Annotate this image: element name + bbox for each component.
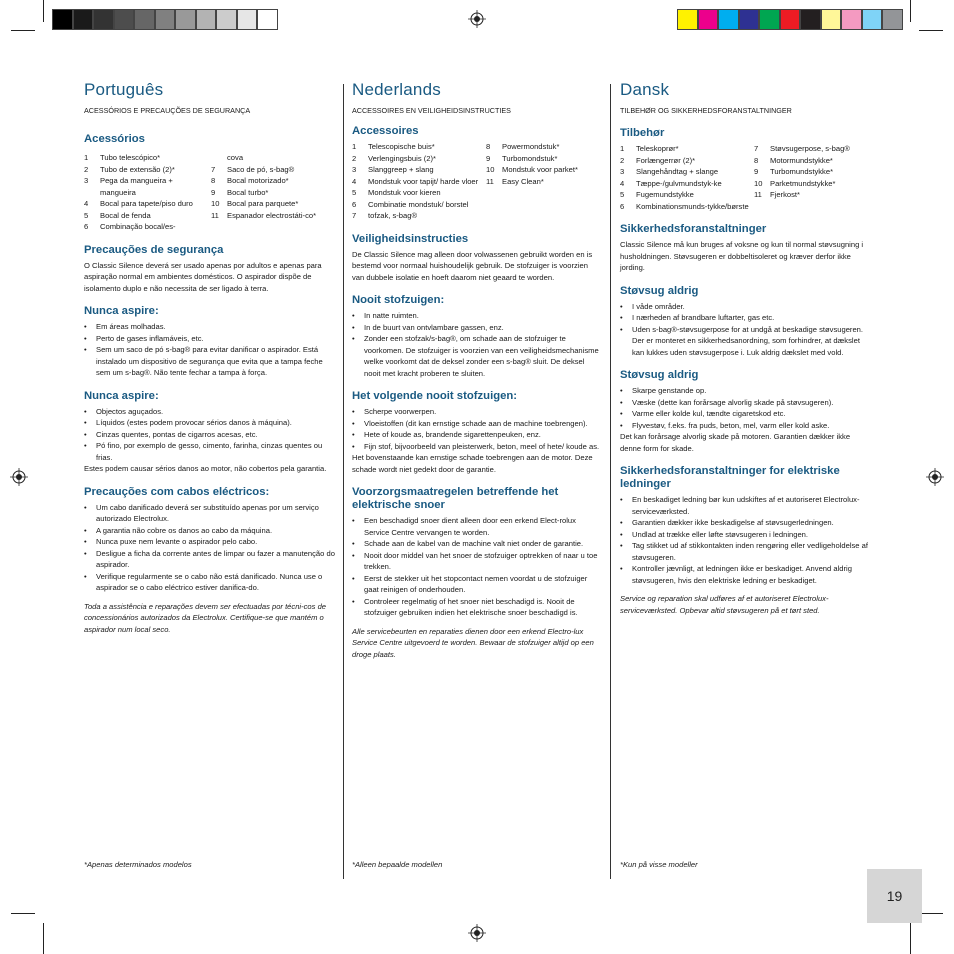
list-item: • I nærheden af brandbare luftarter, gas etc.	[620, 312, 870, 324]
part-number: 4	[352, 176, 357, 186]
part-item	[84, 221, 209, 233]
color-swatch	[52, 9, 73, 30]
part-label: Teleskoprør*	[636, 144, 679, 153]
never-vacuum-heading: Nooit stofzuigen:	[352, 294, 445, 306]
part-number: 6	[620, 201, 625, 211]
part-number: 10	[754, 178, 763, 188]
list-item: • Nunca puxe nem levante o aspirador pelo cabo.	[84, 536, 336, 548]
color-swatch	[841, 9, 862, 30]
part-item	[352, 176, 486, 188]
service-note: Service og reparation skal udføres af et autoriseret Electrolux-serviceværksted. Opbevar altid støvsugeren på et tørt sted.	[620, 594, 829, 615]
never-vacuum-heading-2: Støvsug aldrig	[620, 369, 699, 381]
part-item	[84, 198, 209, 210]
safety-text: De Classic Silence mag alleen door volwassenen gebruikt worden en is bestemd voor normaal huishoudelijk gebruik. De stofzuiger is voorzien van dubbele isolatie en hoeft daarom niet geaard te worden.	[352, 249, 593, 282]
registration-mark-icon	[926, 468, 944, 486]
never-vacuum-heading-2: Nunca aspire:	[84, 389, 159, 402]
list-item: • Eerst de stekker uit het stopcontact nemen voordat u de stofzuiger gaat reinigen of onderhouden.	[352, 573, 602, 596]
part-number: 8	[211, 176, 216, 185]
color-swatch	[677, 9, 698, 30]
list-item: • En beskadiget ledning bør kun udskiftes af et autoriseret Electrolux-serviceværksted.	[620, 494, 870, 517]
part-number: 7	[352, 211, 357, 220]
part-item	[486, 164, 602, 176]
part-label: Turbomondstuk*	[502, 153, 558, 163]
part-label: Bocal motorizado*	[227, 176, 289, 185]
never-vacuum-list	[620, 301, 870, 359]
language-title: Nederlands	[352, 80, 441, 99]
part-item	[352, 187, 486, 199]
color-swatch	[114, 9, 135, 30]
part-item	[352, 164, 486, 176]
part-number: 10	[211, 199, 220, 208]
parts-list-right	[486, 141, 602, 222]
list-item: • Fijn stof, bijvoorbeeld van pleisterwerk, beton, meel of hete/ koude as.	[352, 441, 602, 453]
part-label: Pega da mangueira + mangueira	[100, 176, 173, 197]
part-item	[620, 201, 754, 213]
part-label: Combinatie mondstuk/ borstel	[368, 199, 469, 209]
color-swatch	[739, 9, 760, 30]
part-number: 11	[211, 210, 219, 220]
list-item: • Uden s-bag®-støvsugerpose for at undgå at beskadige støvsugeren. Der er monteret en sikkerhedsanordning, som forhindrer, at dækslet kan lukkes uden støvsugerpose i. Luk aldrig dækslet med vold.	[620, 324, 870, 359]
crop-mark	[11, 913, 35, 914]
part-label: cova	[227, 153, 244, 162]
part-label: Fugemundstykke	[636, 190, 694, 199]
part-item	[620, 189, 754, 201]
color-swatch	[780, 9, 801, 30]
list-item: • Varme eller kolde kul, tændte cigaretskod etc.	[620, 408, 870, 420]
color-swatch	[800, 9, 821, 30]
part-label: Tubo de extensão (2)*	[100, 164, 175, 174]
list-item: • Een beschadigd snoer dient alleen door een erkend Elect-rolux Service Centre vervangen te worden.	[352, 515, 602, 538]
part-label: Espanador electrostáti-co*	[227, 210, 317, 220]
crop-mark	[910, 923, 911, 954]
part-number: 1	[84, 153, 89, 162]
part-label: Slangehåndtag + slange	[636, 167, 719, 176]
list-item: • Perto de gases inflamáveis, etc.	[84, 333, 336, 345]
column-divider	[343, 84, 344, 879]
list-item: • Zonder een stofzak/s-bag®, om schade aan de stofzuiger te voorkomen. De stofzuiger is voorzien van een veiligheidsmechanisme welke voorkomt dat de deksel zonder een s-bag® sluit. De deksel nooit met kracht proberen te sluiten.	[352, 333, 602, 379]
part-number: 5	[352, 188, 357, 197]
part-item	[486, 176, 602, 188]
list-item: • Desligue a ficha da corrente antes de limpar ou fazer a manutenção do aspirador.	[84, 548, 336, 571]
part-number: 3	[84, 176, 89, 185]
part-number: 2	[84, 164, 89, 174]
list-item: • Sem um saco de pó s-bag® para evitar danificar o aspirador. Está instalado um dispositivo de segurança que evita que a tampa feche sem um s-bag®. Não tente fechar a tampa à força.	[84, 344, 336, 379]
cable-list	[84, 502, 336, 594]
list-item: • Cinzas quentes, pontas de cigarros acesas, etc.	[84, 429, 336, 441]
list-item: • Um cabo danificado deverá ser substituído apenas por um serviço autorizado Electrolux.	[84, 502, 336, 525]
part-number: 2	[620, 155, 625, 165]
part-number: 6	[84, 222, 89, 231]
parts-list-left	[620, 143, 754, 212]
color-swatch	[216, 9, 237, 30]
list-item: • Hete of koude as, brandende sigarettenpeuken, enz.	[352, 429, 602, 441]
list-item: • Undlad at trække eller løfte støvsugeren i ledningen.	[620, 529, 870, 541]
part-label: Motormundstykke*	[770, 155, 833, 165]
part-label: tofzak, s-bag®	[368, 211, 418, 220]
part-item	[754, 143, 870, 155]
part-label: Easy Clean*	[502, 176, 544, 186]
list-item: • In de buurt van ontvlambare gassen, enz.	[352, 322, 602, 334]
crop-mark	[43, 923, 44, 954]
crop-mark	[919, 30, 943, 31]
part-number: 8	[754, 155, 759, 165]
part-label: Powermondstuk*	[502, 142, 560, 151]
part-item	[84, 210, 209, 222]
page-number: 19	[867, 869, 922, 923]
part-number: 8	[486, 142, 491, 151]
column-danish	[620, 80, 870, 616]
cable-list	[352, 515, 602, 619]
part-item	[754, 166, 870, 178]
service-note: Alle servicebeurten en reparaties dienen door een erkend Electro-lux Service Centre uitgevoerd te worden. Bewaar de stofzuiger altijd op een droge plaats.	[352, 626, 594, 659]
color-swatch	[821, 9, 842, 30]
color-swatch	[155, 9, 176, 30]
part-item	[754, 178, 870, 190]
list-item: • Controleer regelmatig of het snoer niet beschadigd is. Nooit de stofzuiger gebruiken indien het elektrische snoer beschadigd is.	[352, 596, 602, 619]
parts-list	[620, 143, 870, 212]
registration-mark-icon	[468, 924, 486, 942]
warranty-note: Estes podem causar sérios danos ao motor, não cobertos pela garantia.	[84, 464, 327, 473]
part-label: Saco de pó, s-bag®	[227, 164, 295, 174]
cable-heading: Sikkerhedsforanstaltninger for elektriske ledninger	[620, 465, 840, 490]
section-subtitle: TILBEHØR OG SIKKERHEDSFORANSTALTNINGER	[620, 106, 792, 115]
part-label: Turbomundstykke*	[770, 167, 834, 176]
part-item	[352, 153, 486, 165]
footnote: *Apenas determinados modelos	[84, 860, 192, 869]
part-label: Bocal turbo*	[227, 187, 269, 197]
part-item	[352, 210, 486, 222]
cable-heading: Voorzorgsmaatregelen betreffende het elektrische snoer	[352, 486, 559, 511]
column-divider	[610, 84, 611, 879]
part-item	[211, 198, 336, 210]
list-item: • Schade aan de kabel van de machine valt niet onder de garantie.	[352, 538, 602, 550]
never-vacuum-list-2	[352, 406, 602, 452]
crop-mark	[11, 30, 35, 31]
part-number: 9	[486, 153, 491, 163]
column-portuguese	[84, 80, 336, 635]
part-item	[620, 155, 754, 167]
list-item: • Væske (dette kan forårsage alvorlig skade på støvsugeren).	[620, 397, 870, 409]
list-item: • A garantia não cobre os danos ao cabo da máquina.	[84, 525, 336, 537]
list-item: • Vloeistoffen (dit kan ernstige schade aan de machine toebrengen).	[352, 418, 602, 430]
part-label: Mondstuk voor parket*	[502, 165, 578, 174]
color-swatch	[257, 9, 278, 30]
part-item	[486, 141, 602, 153]
list-item: • In natte ruimten.	[352, 310, 602, 322]
safety-heading: Precauções de segurança	[84, 243, 224, 256]
part-item	[620, 166, 754, 178]
part-item	[84, 152, 209, 164]
part-number: 3	[620, 167, 625, 176]
part-label: Tæppe-/gulvmundstyk-ke	[636, 178, 722, 188]
registration-mark-icon	[468, 10, 486, 28]
section-subtitle: ACCESSOIRES EN VEILIGHEIDSINSTRUCTIES	[352, 106, 511, 115]
list-item: • Garantien dækker ikke beskadigelse af støvsugerledningen.	[620, 517, 870, 529]
crop-mark	[43, 0, 44, 22]
part-label: Fjerkost*	[770, 190, 800, 199]
color-swatch	[196, 9, 217, 30]
part-label: Bocal para tapete/piso duro	[100, 199, 193, 208]
part-number: 11	[486, 176, 494, 186]
color-swatch	[698, 9, 719, 30]
footnote: *Kun på visse modeller	[620, 860, 698, 869]
part-label: Telescopische buis*	[368, 142, 435, 151]
accessories-heading: Accessoires	[352, 125, 419, 137]
never-vacuum-list	[352, 310, 602, 379]
list-item: • Objectos aguçados.	[84, 406, 336, 418]
part-item	[211, 187, 336, 199]
process-color-bar	[677, 9, 903, 30]
never-vacuum-heading-2: Het volgende nooit stofzuigen:	[352, 390, 518, 402]
never-vacuum-list-2	[84, 406, 336, 464]
part-number: 2	[352, 153, 357, 163]
parts-list	[352, 141, 602, 222]
color-swatch	[134, 9, 155, 30]
part-item	[754, 155, 870, 167]
never-vacuum-list	[84, 321, 336, 379]
never-vacuum-heading: Støvsug aldrig	[620, 284, 699, 297]
color-swatch	[237, 9, 258, 30]
parts-list	[84, 152, 336, 233]
part-number: 9	[754, 167, 759, 176]
section-subtitle: ACESSÓRIOS E PRECAUÇÕES DE SEGURANÇA	[84, 106, 251, 115]
part-item	[211, 175, 336, 187]
part-label: Støvsugerpose, s-bag®	[770, 144, 850, 153]
language-title: Português	[84, 80, 164, 99]
language-title: Dansk	[620, 80, 670, 99]
part-number: 11	[754, 190, 762, 199]
registration-mark-icon	[10, 468, 28, 486]
part-label: Forlængerrør (2)*	[636, 155, 696, 165]
safety-text: O Classic Silence deverá ser usado apenas por adultos e apenas para aspiração normal em ambientes domésticos. O aspirador dispõe de isolamento duplo e não necessita de ser ligado à terra.	[84, 260, 322, 293]
part-label: Mondstuk voor tapijt/ harde vloer	[368, 176, 479, 186]
parts-list-right	[754, 143, 870, 212]
part-number: 6	[352, 199, 357, 209]
part-number: 7	[211, 164, 216, 174]
part-number: 10	[486, 165, 495, 174]
footnote: *Alleen bepaalde modellen	[352, 860, 443, 869]
accessories-heading: Acessórios	[84, 133, 145, 145]
part-item	[620, 178, 754, 190]
never-vacuum-list-2	[620, 385, 870, 431]
part-label: Combinação bocal/es-	[100, 222, 176, 231]
list-item: • Kontroller jævnligt, at ledningen ikke er beskadiget. Anvend aldrig støvsugeren, hvis den elektriske ledning er beskadiget.	[620, 563, 870, 586]
part-item	[84, 175, 209, 198]
list-item: • Nooit door middel van het snoer de stofzuiger optrekken of naar u toe trekken.	[352, 550, 602, 573]
part-number: 9	[211, 187, 216, 197]
color-swatch	[718, 9, 739, 30]
part-item	[211, 152, 336, 164]
color-swatch	[93, 9, 114, 30]
list-item: • Scherpe voorwerpen.	[352, 406, 602, 418]
parts-list-left	[352, 141, 486, 222]
cable-heading: Precauções com cabos eléctricos:	[84, 485, 270, 498]
column-dutch	[352, 80, 602, 660]
part-number: 4	[620, 178, 625, 188]
warranty-note: Het bovenstaande kan ernstige schade toebrengen aan de motor. Deze schade wordt niet gedekt door de garantie.	[352, 453, 593, 474]
part-label: Slanggreep + slang	[368, 165, 434, 174]
color-swatch	[759, 9, 780, 30]
warranty-note: Det kan forårsage alvorlig skade på motoren. Garantien dækker ikke denne form for skade.	[620, 432, 851, 453]
cable-list	[620, 494, 870, 586]
part-item	[486, 153, 602, 165]
list-item: • I våde områder.	[620, 301, 870, 313]
part-number: 3	[352, 165, 357, 174]
crop-mark	[910, 0, 911, 22]
part-number: 1	[620, 144, 625, 153]
part-item	[211, 210, 336, 222]
color-swatch	[882, 9, 903, 30]
part-item	[754, 189, 870, 201]
service-note: Toda a assistência e reparações devem ser efectuadas por técni-cos de concessionários autorizados da Electrolux. Certifique-se que mantém o aspirador num local seco.	[84, 601, 327, 634]
accessories-heading: Tilbehør	[620, 127, 665, 139]
list-item: • Pó fino, por exemplo de gesso, cimento, farinha, cinzas quentes ou frias.	[84, 440, 336, 463]
part-label: Bocal para parquete*	[227, 199, 299, 208]
list-item: • Flyvestøv, f.eks. fra puds, beton, mel, varm eller kold aske.	[620, 420, 870, 432]
part-label: Kombinationsmunds-tykke/børste	[636, 201, 749, 211]
part-number: 1	[352, 142, 357, 151]
part-item	[352, 199, 486, 211]
part-label: Verlengingsbuis (2)*	[368, 153, 436, 163]
list-item: • Verifique regularmente se o cabo não está danificado. Nunca use o aspirador se o cabo eléctrico estiver danifica-do.	[84, 571, 336, 594]
safety-heading: Sikkerhedsforanstaltninger	[620, 223, 767, 235]
part-number: 5	[620, 190, 625, 199]
never-vacuum-heading: Nunca aspire:	[84, 305, 159, 317]
part-number: 7	[754, 144, 759, 153]
part-number: 4	[84, 199, 89, 208]
part-number	[211, 152, 227, 164]
part-item	[84, 164, 209, 176]
list-item: • Em áreas molhadas.	[84, 321, 336, 333]
part-label: Parketmundstykke*	[770, 178, 836, 188]
color-swatch	[175, 9, 196, 30]
parts-list-right	[209, 152, 336, 233]
part-label: Mondstuk voor kieren	[368, 188, 441, 197]
part-number: 5	[84, 210, 89, 220]
list-item: • Tag stikket ud af stikkontakten inden rengøring eller vedligeholdelse af støvsugeren.	[620, 540, 870, 563]
color-swatch	[862, 9, 883, 30]
part-item	[352, 141, 486, 153]
part-label: Tubo telescópico*	[100, 153, 161, 162]
color-swatch	[73, 9, 94, 30]
list-item: • Skarpe genstande op.	[620, 385, 870, 397]
part-label: Bocal de fenda	[100, 210, 151, 220]
parts-list-left	[84, 152, 209, 233]
grayscale-color-bar	[52, 9, 278, 30]
part-item	[620, 143, 754, 155]
safety-text: Classic Silence må kun bruges af voksne og kun til normal støvsugning i husholdningen. Støvsugeren er dobbeltisoleret og kræver derfor ikke jording.	[620, 240, 864, 272]
part-item	[211, 164, 336, 176]
list-item: • Líquidos (estes podem provocar sérios danos à máquina).	[84, 417, 336, 429]
crop-mark	[919, 913, 943, 914]
safety-heading: Veiligheidsinstructies	[352, 232, 469, 245]
